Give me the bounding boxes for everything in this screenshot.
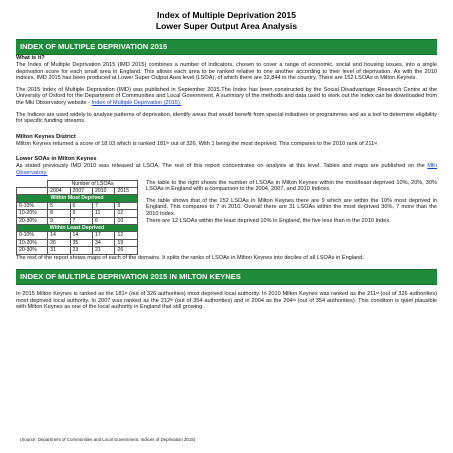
table-row	[17, 232, 138, 239]
table-row	[17, 202, 138, 209]
table-commentary	[146, 180, 437, 225]
district-text-c: .	[377, 140, 379, 147]
lsoa-count-table	[16, 180, 138, 255]
row-label: 20-30%	[17, 217, 48, 224]
district-sup-st: st	[374, 140, 378, 145]
district-heading: Milton Keynes District	[16, 133, 76, 140]
publication-paragraph	[16, 87, 437, 107]
table-cell: 9	[115, 202, 138, 209]
table-caption-row	[17, 180, 138, 187]
table-cell: 7	[70, 217, 92, 224]
document-title	[16, 10, 437, 32]
district-text-b: out of 326. With 1 being the most deprived. This compares to the 2010 rank of 211	[169, 140, 375, 147]
table-cell: 21	[93, 247, 115, 254]
ranking-text-c: (out of 326 authorities) most deprived local authority. In 2007 was ranked as the 212	[16, 291, 438, 304]
intro-paragraph: The Index of Multiple Deprivation 2015 (IMD 2015) combines a number of indicators, chosen to cover a range of economic, social and housing issues, into a single deprivation score for each small area in England. This allows each area to be ranked relative to one another according to their level of deprivation. As with the 2010 indices, IMD 2015 has been produced at Lower Super Output Area level (LSOA), of which there are 32,844 in the country. There are 152 LSOAs in Milton Keynes.	[16, 62, 437, 82]
row-label: 20-30%	[17, 247, 48, 254]
ranking-sup: st	[376, 291, 379, 296]
ranking-text-a: In 2015 Milton Keynes is ranked as the 181	[16, 291, 125, 298]
table-cell: 10	[115, 217, 138, 224]
table-cell: 14	[48, 232, 70, 239]
table-row	[17, 210, 138, 217]
table-cell: 6	[93, 217, 115, 224]
table-cell: 34	[93, 239, 115, 246]
district-sup-th: th	[166, 140, 170, 145]
title-line-2: Lower Super Output Area Analysis	[155, 21, 298, 31]
table-row	[17, 247, 138, 254]
table-cell: 14	[70, 232, 92, 239]
table-cell: 12	[115, 210, 138, 217]
ranking-text-d: (out of 354 authorities) and in 2004 as the 204	[173, 297, 293, 304]
row-label: 0-10%	[17, 232, 48, 239]
least-deprived-commentary: There are 12 LSOAs within the least deprived 10% in England, the five less than in the 2010 Index.	[146, 217, 391, 224]
most-deprived-commentary: The table shows that of the 152 LSOAs in Milton Keynes there are 9 which are within the 10% most deprived in England. This compares to 7 in 2010. Overall there are 31 LSOAs within the most deprived 30%, 7 more than the 2010 Index.	[146, 197, 437, 217]
table-row	[17, 217, 138, 224]
district-text-a: Milton Keynes returned a score of 18.03 which is ranked 181	[16, 140, 167, 147]
table-cell: 6	[70, 202, 92, 209]
most-deprived-band: Within Most Deprived	[17, 195, 138, 202]
row-label: 0-10%	[17, 202, 48, 209]
least-deprived-band: Within Least Deprived	[17, 224, 138, 231]
table-row	[17, 239, 138, 246]
section-banner-imd-2015: INDEX OF MULTIPLE DEPRIVATION 2015	[16, 39, 437, 55]
year-header: 2007	[70, 187, 92, 194]
lower-soa-intro-text: As stated previously IMD 2010 was released at LSOA. The rest of this report concentrates on analysis at this level. Tables and maps are published on the	[16, 163, 428, 170]
table-cell: 19	[115, 239, 138, 246]
table-cell: 26	[48, 239, 70, 246]
rest-of-report-paragraph: The rest of the report shows maps of each of the domains. It splits the ranks of LSOAs in Milton Keynes into deciles of all LSOAs in England.	[16, 254, 364, 261]
table-cell: 31	[48, 247, 70, 254]
ranking-text-b: (out of 326 authorities) most deprived local authority. In 2010 Milton Keynes was ranked as the 211	[127, 291, 377, 298]
table-cell: 12	[115, 232, 138, 239]
district-paragraph	[16, 141, 437, 148]
milton-keynes-ranking-paragraph	[16, 291, 437, 311]
ranking-sup: st	[124, 291, 128, 296]
imd-2015-link[interactable]: Index of Multiple Deprivation (2015).	[91, 99, 182, 106]
lower-soa-heading: Lower SOAs in Milton Keynes	[16, 156, 97, 163]
ranking-text-e: (out of 354 authorities). This condition is quiet plausible with Milton Keynes as one of the local authority in England that still growing.	[16, 297, 437, 311]
table-cell: 23	[70, 247, 92, 254]
source-footnote: (Source: Department of Communities and Local Government, Indices of Deprivation 2015)	[20, 437, 196, 442]
table-description: The table to the right shows the number of LSOAs in Milton Keynes within the most/least deprived 10%, 20%, 30% LSOAs in England with a comparison to the 2004, 2007, and 2010 Indices.	[146, 179, 437, 193]
ranking-sup: th	[170, 297, 174, 302]
publication-text: The 2015 Index of Multiple Deprivation (IMD) was published in September 2015.The Index has been constructed by the Social Disadvantage Research Centre at the University of Oxford for the Department of Communities and Local Government. A summary of the methods and data used to work out the index can be downloaded from the Mki Observatory website -	[16, 86, 437, 106]
row-label: 10-20%	[17, 210, 48, 217]
table-cell: 9	[48, 217, 70, 224]
lsoa-table-and-text	[16, 180, 437, 255]
mki-observatory-link[interactable]: MKi Observatory.	[16, 163, 437, 176]
section-banner-milton-keynes: INDEX OF MULTIPLE DEPRIVATION 2015 IN MILTON KEYNES	[16, 269, 437, 285]
table-cell: 26	[115, 247, 138, 254]
title-line-1: Index of Multiple Deprivation 2015	[157, 10, 296, 20]
year-header: 2004	[48, 187, 70, 194]
table-cell: 9	[70, 210, 92, 217]
table-caption: Number of LSOAs	[48, 180, 138, 187]
lower-soa-intro	[16, 163, 437, 176]
usage-paragraph: The Indices are used widely to analyse patterns of deprivation, identify areas that would benefit from special initiatives or programmes and as a tool to determine eligibility for specific funding streams.	[16, 111, 437, 125]
table-cell: 17	[93, 232, 115, 239]
ranking-sup: th	[292, 297, 296, 302]
year-header: 2015	[115, 187, 138, 194]
row-label: 10-20%	[17, 239, 48, 246]
table-cell: 11	[93, 210, 115, 217]
table-cell: 5	[48, 202, 70, 209]
year-header: 2010	[93, 187, 115, 194]
what-is-it-heading: What is it?	[16, 55, 45, 61]
table-cell: 35	[70, 239, 92, 246]
table-cell: 8	[48, 210, 70, 217]
table-year-row	[17, 187, 138, 194]
table-cell: 7	[93, 202, 115, 209]
